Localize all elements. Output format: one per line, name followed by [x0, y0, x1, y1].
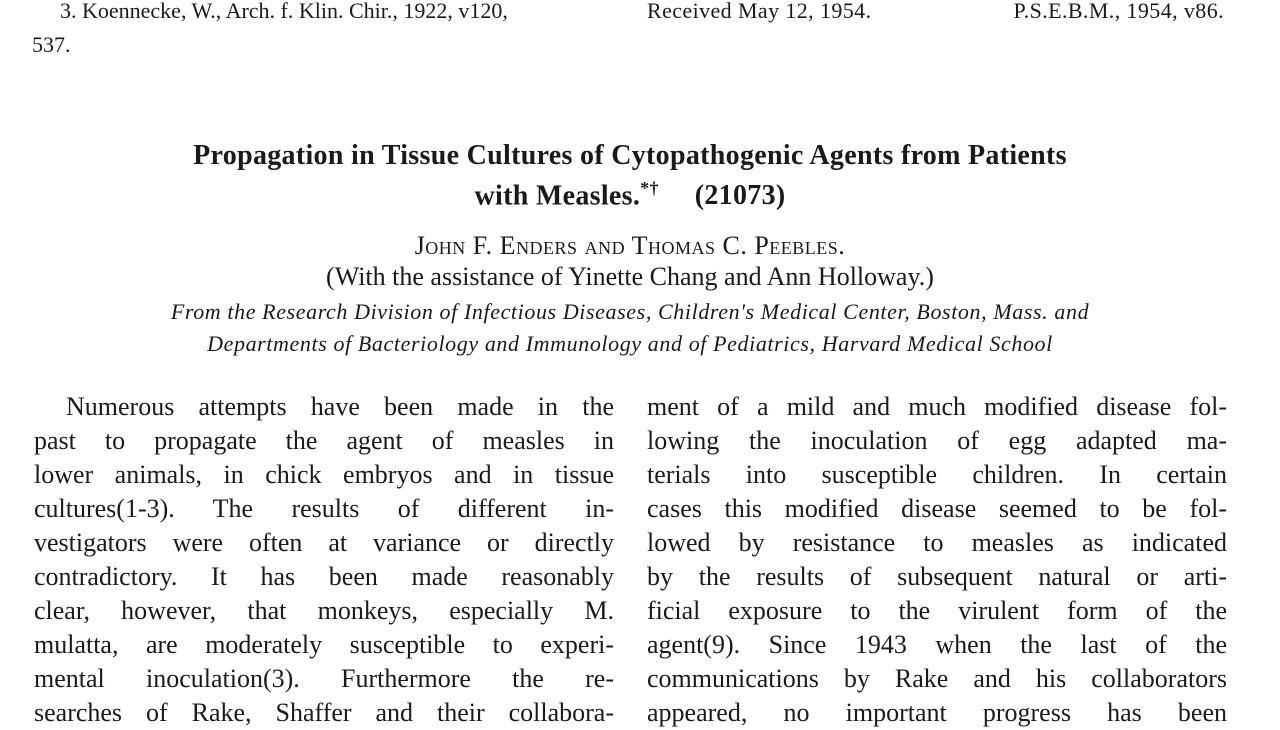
body-text-line: cultures(1-3). The results of different in- — [34, 494, 614, 523]
received-date: Received May 12, 1954. — [647, 0, 872, 23]
body-text-line: Numerous attempts have been made in the — [66, 392, 614, 421]
reference-line-2: 537. — [32, 32, 71, 57]
title-line-2-wrapper — [80, 172, 1180, 212]
affiliation — [80, 296, 1180, 360]
body-column-right — [647, 390, 1227, 730]
body-text-line: agent(9). Since 1943 when the last of the — [647, 630, 1227, 659]
affiliation-line-2: Departments of Bacteriology and Immunology and of Pediatrics, Harvard Medical School — [207, 331, 1053, 356]
previous-article-reference — [32, 0, 622, 62]
body-text-line: by the results of subsequent natural or arti- — [647, 562, 1227, 591]
body-text-line: ficial exposure to the virulent form of the — [647, 596, 1227, 625]
title-line-1: Propagation in Tissue Cultures of Cytopathogenic Agents from Patients — [193, 140, 1067, 171]
body-text-line: mental inoculation(3). Furthermore the re- — [34, 664, 614, 693]
journal-citation: P.S.E.B.M., 1954, v86. — [1013, 0, 1224, 23]
article-title — [80, 140, 1180, 212]
assistance-note: (With the assistance of Yinette Chang and Ann Holloway.) — [326, 262, 934, 291]
body-text-line: vestigators were often at variance or directly — [34, 528, 614, 557]
body-text-line: cases this modified disease seemed to be fol- — [647, 494, 1227, 523]
body-text-line: terials into susceptible children. In certain — [647, 460, 1227, 489]
body-text-line: clear, however, that monkeys, especially M. — [34, 596, 614, 625]
article-code: (21073) — [694, 180, 786, 212]
body-column-left — [34, 390, 614, 730]
body-text-line: lower animals, in chick embryos and in tissue — [34, 460, 614, 489]
authors: John F. Enders and Thomas C. Peebles. — [414, 231, 846, 260]
body-text-line: lowing the inoculation of egg adapted ma- — [647, 426, 1227, 455]
body-text-line: ment of a mild and much modified disease fol- — [647, 392, 1227, 421]
body-text-line: searches of Rake, Shaffer and their collabora- — [34, 698, 614, 727]
body-text-line: past to propagate the agent of measles in — [34, 426, 614, 455]
body-text-line: mulatta, are moderately susceptible to experi- — [34, 630, 614, 659]
body-text-line: contradictory. It has been made reasonably — [34, 562, 614, 591]
footnote-marks: *† — [640, 178, 659, 198]
body-text-line: lowed by resistance to measles as indicated — [647, 528, 1227, 557]
body-text-line: communications by Rake and his collaborators — [647, 664, 1227, 693]
page-header — [0, 0, 1280, 56]
body-text-line: appeared, no important progress has been — [647, 698, 1227, 727]
reference-line-1: 3. Koennecke, W., Arch. f. Klin. Chir., 1922, v120, — [60, 0, 508, 23]
title-line-2: with Measles. — [474, 180, 641, 212]
affiliation-line-1: From the Research Division of Infectious Diseases, Children's Medical Center, Boston, Mass. and — [170, 299, 1090, 324]
